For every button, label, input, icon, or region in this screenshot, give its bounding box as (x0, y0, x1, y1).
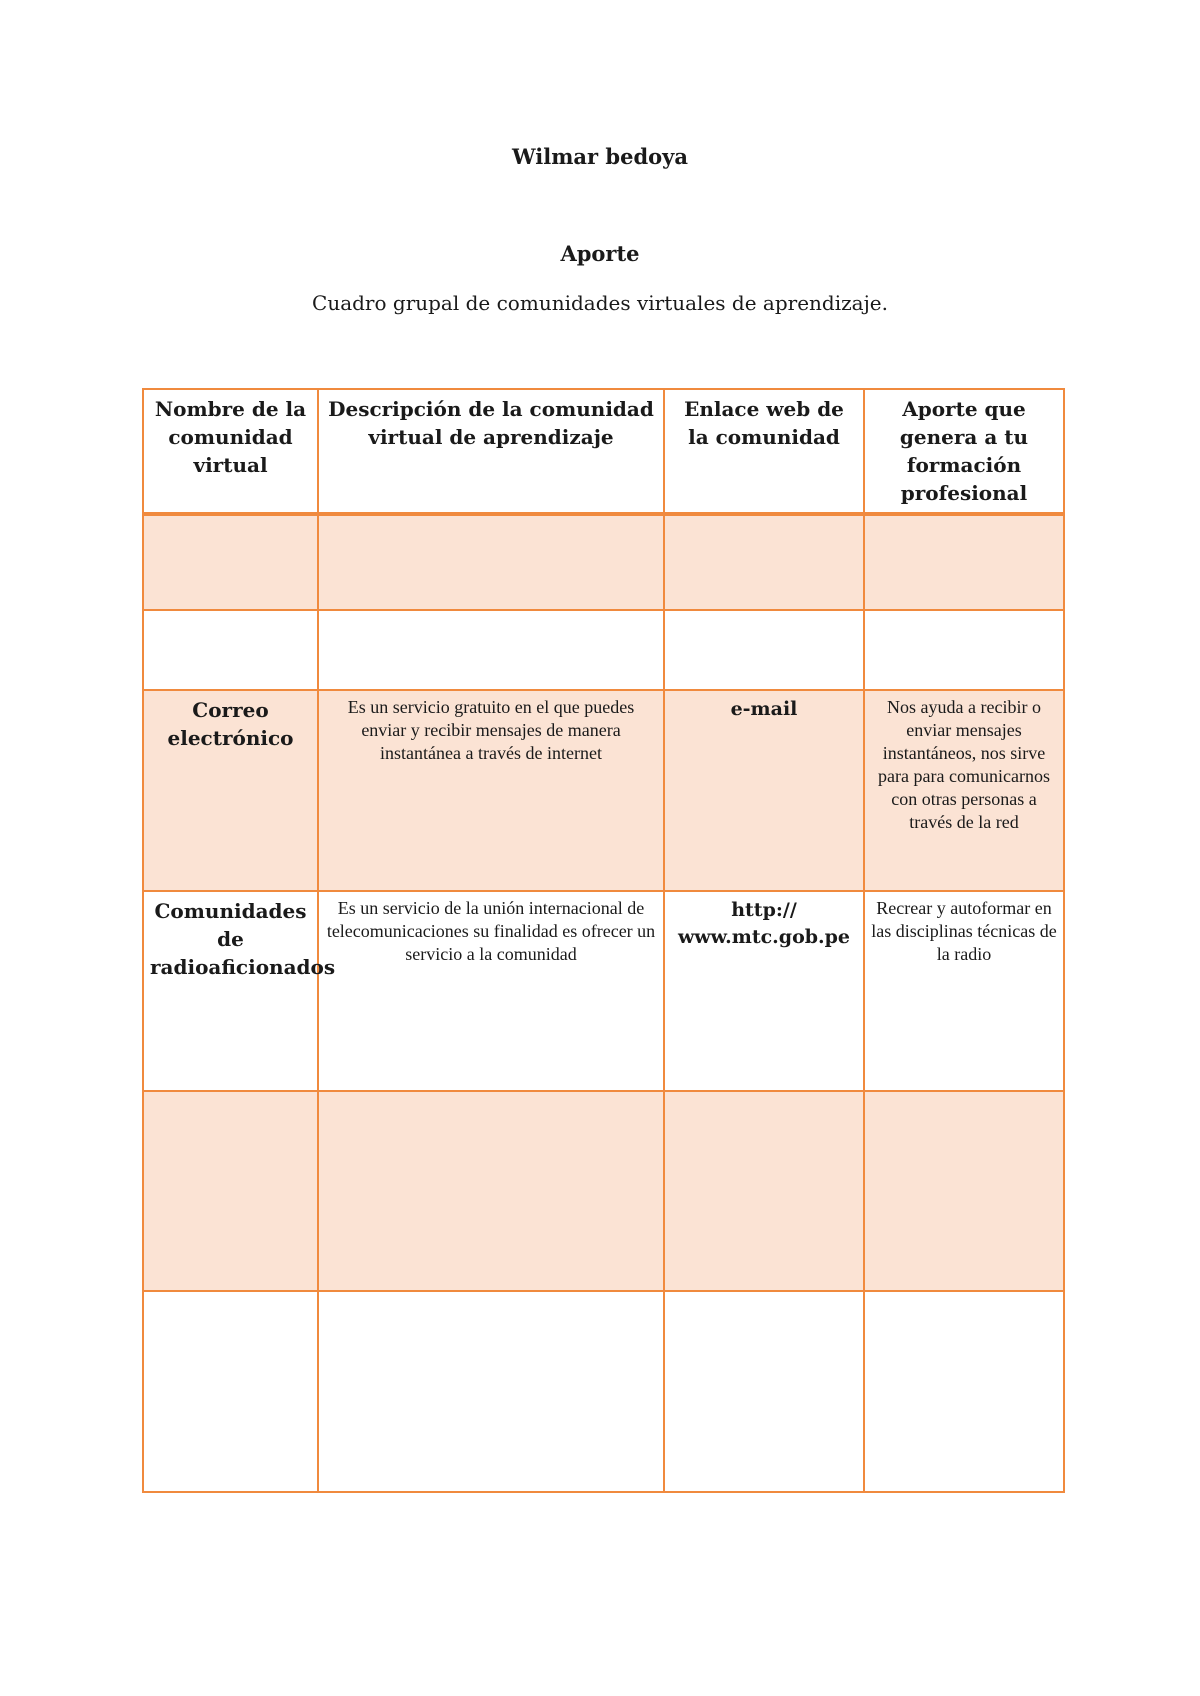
cell-contribution: Nos ayuda a recibir o enviar mensajes instantáneos, nos sirve para para comunicarnos con otras personas a través de la red (864, 690, 1064, 891)
header-professional-contribution: Aporte que genera a tu formación profesional (864, 389, 1064, 514)
cell-name (143, 1291, 318, 1492)
cell-description (318, 1291, 664, 1492)
cell-link (664, 1091, 864, 1291)
cell-name (143, 514, 318, 610)
cell-name (143, 610, 318, 690)
header-community-link: Enlace web de la comunidad (664, 389, 864, 514)
header-community-name: Nombre de la comunidad virtual (143, 389, 318, 514)
table-row (143, 610, 1064, 690)
cell-contribution: Recrear y autoformar en las disciplinas técnicas de la radio (864, 891, 1064, 1091)
table-row (143, 1291, 1064, 1492)
cell-link (664, 1291, 864, 1492)
author-name: Wilmar bedoya (512, 144, 688, 169)
cell-name: Comunidades de radioaficionados (143, 891, 318, 1091)
cell-link (664, 514, 864, 610)
header-community-description: Descripción de la comunidad virtual de aprendizaje (318, 389, 664, 514)
cell-description: Es un servicio gratuito en el que puedes enviar y recibir mensajes de manera instantánea a través de internet (318, 690, 664, 891)
table-row (143, 514, 1064, 610)
cell-link[interactable]: e-mail (664, 690, 864, 891)
cell-description (318, 514, 664, 610)
table-row (143, 690, 1064, 891)
cell-link (664, 610, 864, 690)
cell-description (318, 1091, 664, 1291)
communities-table (142, 388, 1065, 1493)
cell-contribution (864, 610, 1064, 690)
table-row (143, 891, 1064, 1091)
cell-description (318, 610, 664, 690)
document-subtitle: Cuadro grupal de comunidades virtuales de aprendizaje. (312, 291, 888, 315)
cell-contribution (864, 1291, 1064, 1492)
cell-name (143, 1091, 318, 1291)
cell-contribution (864, 1091, 1064, 1291)
document-heading: Aporte (560, 241, 640, 266)
table-header-row (143, 389, 1064, 514)
cell-contribution (864, 514, 1064, 610)
cell-link[interactable]: http:// www.mtc.gob.pe (664, 891, 864, 1091)
cell-name: Correo electrónico (143, 690, 318, 891)
cell-description: Es un servicio de la unión internacional de telecomunicaciones su finalidad es ofrecer un servicio a la comunidad (318, 891, 664, 1091)
table-row (143, 1091, 1064, 1291)
